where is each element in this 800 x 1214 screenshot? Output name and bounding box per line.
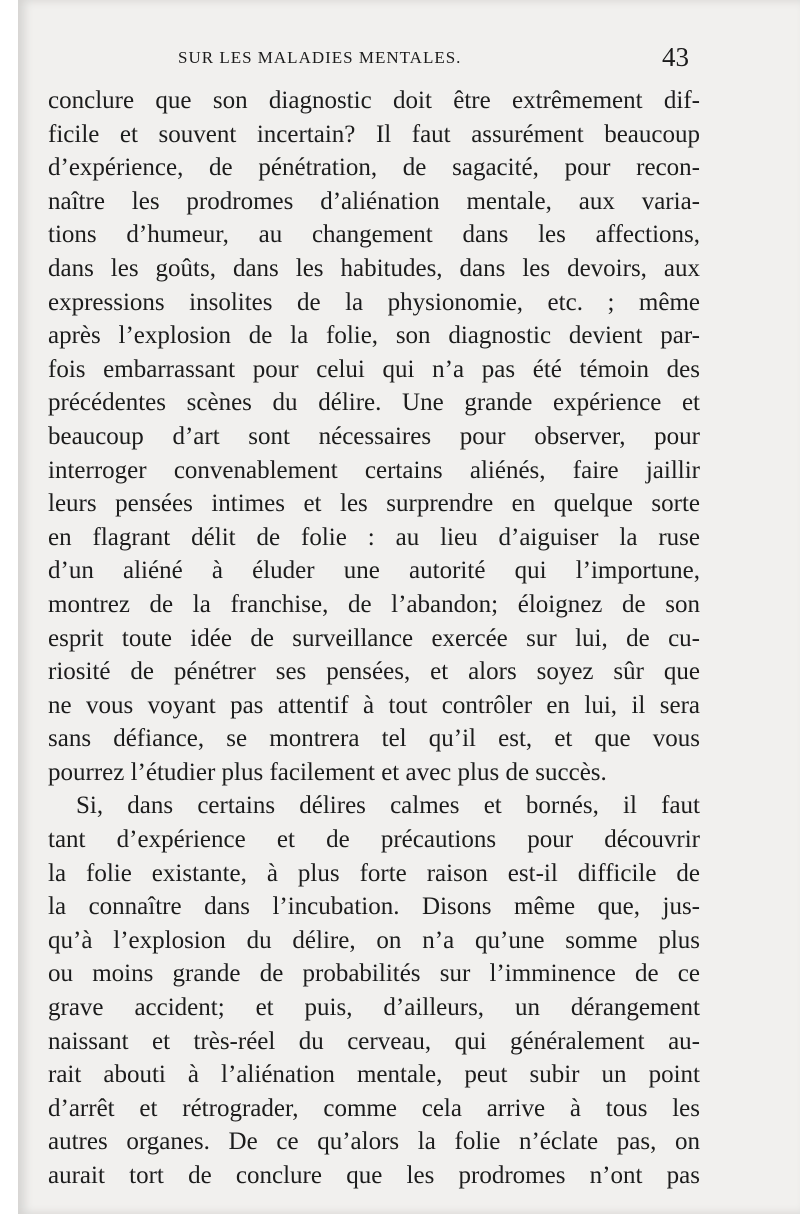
text-line: la folie existante, à plus forte raison est-il difficile de <box>48 859 700 887</box>
text-line: Si, dans certains délires calmes et bornés, il faut <box>76 792 700 820</box>
text-line: rait abouti à l’aliénation mentale, peut subir un point <box>48 1061 700 1089</box>
text-line: tions d’humeur, au changement dans les affections, <box>48 221 700 249</box>
text-line: montrez de la franchise, de l’abandon; éloignez de son <box>48 590 700 618</box>
text-line: naître les prodromes d’aliénation mentale, aux varia- <box>48 187 700 215</box>
page-number: 43 <box>662 42 689 72</box>
running-head <box>0 42 800 78</box>
text-line: ne vous voyant pas attentif à tout contrôler en lui, il sera <box>48 691 700 719</box>
text-line: leurs pensées intimes et les surprendre en quelque sorte <box>48 490 700 518</box>
text-line: riosité de pénétrer ses pensées, et alors soyez sûr que <box>48 658 700 686</box>
body-text <box>48 84 700 1193</box>
text-line: esprit toute idée de surveillance exercée sur lui, de cu- <box>48 624 700 652</box>
text-line: beaucoup d’art sont nécessaires pour observer, pour <box>48 422 700 450</box>
text-line: d’expérience, de pénétration, de sagacité, pour recon- <box>48 154 700 182</box>
text-line: d’arrêt et rétrograder, comme cela arrive à tous les <box>48 1094 700 1122</box>
text-line: expressions insolites de la physionomie, etc. ; même <box>48 288 700 316</box>
text-line: pourrez l’étudier plus facilement et avec plus de succès. <box>48 758 607 786</box>
text-line: sans défiance, se montrera tel qu’il est, et que vous <box>48 725 700 753</box>
text-line: tant d’expérience et de précautions pour découvrir <box>48 826 700 854</box>
running-title: SUR LES MALADIES MENTALES. <box>178 48 462 67</box>
text-line: précédentes scènes du délire. Une grande expérience et <box>48 389 700 417</box>
text-line: interroger convenablement certains aliénés, faire jaillir <box>48 456 700 484</box>
text-line: grave accident; et puis, d’ailleurs, un dérangement <box>48 994 700 1022</box>
text-line: autres organes. De ce qu’alors la folie n’éclate pas, on <box>48 1128 700 1156</box>
text-line: conclure que son diagnostic doit être extrêmement dif- <box>48 87 700 114</box>
text-line: d’un aliéné à éluder une autorité qui l’importune, <box>48 557 700 585</box>
text-line: naissant et très-réel du cerveau, qui généralement au- <box>48 1027 700 1055</box>
text-line: aurait tort de conclure que les prodromes n’ont pas <box>48 1162 700 1189</box>
text-line: qu’à l’explosion du délire, on n’a qu’une somme plus <box>48 926 700 954</box>
text-line: fois embarrassant pour celui qui n’a pas été témoin des <box>48 355 700 383</box>
text-line: après l’explosion de la folie, son diagnostic devient par- <box>48 322 700 350</box>
text-line: dans les goûts, dans les habitudes, dans les devoirs, aux <box>48 254 700 282</box>
text-line: ou moins grande de probabilités sur l’imminence de ce <box>48 960 700 988</box>
text-line: en flagrant délit de folie : au lieu d’aiguiser la ruse <box>48 523 700 551</box>
text-line: ficile et souvent incertain? Il faut assurément beaucoup <box>48 120 700 148</box>
text-line: la connaître dans l’incubation. Disons même que, jus- <box>48 893 700 921</box>
